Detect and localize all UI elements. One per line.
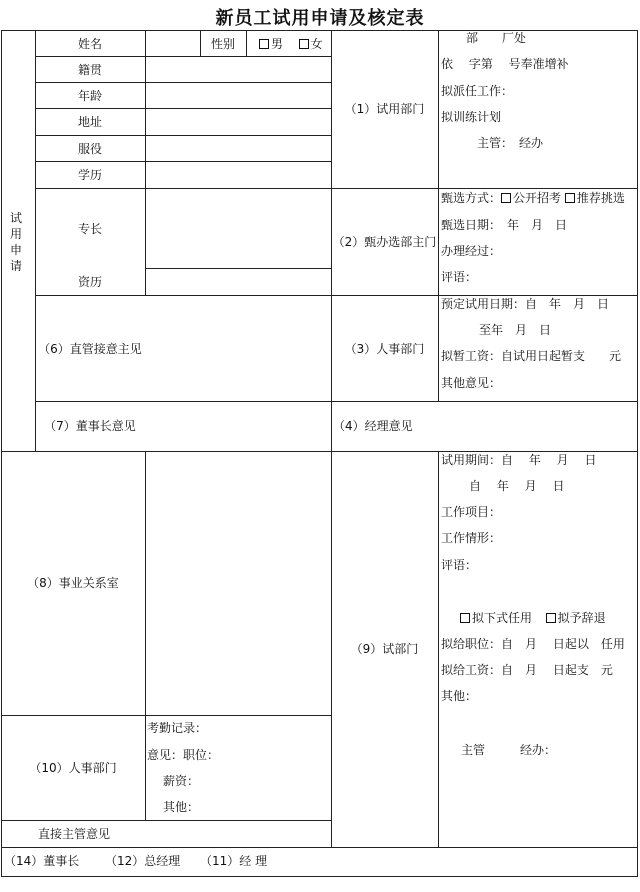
assign-work: 拟派任工作： <box>441 84 514 98</box>
decision-options <box>460 611 606 625</box>
chairman-opinion-label: （7）董事长意见 <box>44 419 136 433</box>
specialty-label: 专长 <box>77 222 102 236</box>
gender-options[interactable] <box>259 37 323 51</box>
name-label: 姓名 <box>77 37 102 51</box>
footer-gm: （12）总经理 <box>105 854 181 868</box>
female-checkbox[interactable] <box>299 39 309 49</box>
salary-label: 薪资： <box>163 774 200 788</box>
supervisor-label: 主管 <box>461 743 486 757</box>
work-status: 工作情形： <box>441 531 502 545</box>
male-checkbox[interactable] <box>259 39 269 49</box>
formal-hire-checkbox[interactable] <box>460 613 470 623</box>
experience-label: 资历 <box>77 275 102 289</box>
dismiss-checkbox[interactable] <box>546 613 556 623</box>
military-label: 服役 <box>77 142 102 156</box>
hr-dept-10-label: （10）人事部门 <box>29 761 117 775</box>
selection-dept-label: （2）甄办选部主门 <box>332 235 437 249</box>
open-recruit-label: 公开招考 <box>513 191 562 205</box>
trial-dept-label: （1）试用部门 <box>344 102 425 116</box>
trial-application-side-label: 试 用 申 请 <box>9 211 22 273</box>
dismiss-label: 拟予辞退 <box>557 611 606 625</box>
proposed-salary: 拟给工资：自 月 日起支 元 <box>441 663 613 677</box>
handler-label: 经办： <box>520 743 557 757</box>
proposed-position: 拟给职位：自 月 日起以 任用 <box>441 637 625 651</box>
female-label: 女 <box>310 37 323 51</box>
comment-1: 评语： <box>441 270 478 284</box>
address-label: 地址 <box>77 115 102 129</box>
comment-2: 评语： <box>441 558 478 572</box>
planned-end: 至年 月 日 <box>479 323 552 337</box>
trial-period: 试用期间：自 年 月 日 <box>441 453 597 467</box>
dept-line: 部 厂处 <box>466 31 527 45</box>
planned-salary: 拟暂工资：自试用日起暂支 元 <box>441 349 622 363</box>
gender-label: 性别 <box>210 37 235 51</box>
manager-opinion-label: （4）经理意见 <box>333 419 413 433</box>
selection-date: 甄选日期： 年 月 日 <box>441 218 568 232</box>
trial-dept-9-label: （9）试部门 <box>350 642 419 656</box>
ref-line: 依 字第 号奉准增补 <box>441 57 569 71</box>
recommend-label: 推荐挑选 <box>576 191 625 205</box>
selection-method <box>441 191 625 205</box>
education-label: 学历 <box>77 168 102 182</box>
recommend-checkbox[interactable] <box>565 193 575 203</box>
form-title: 新员工试用申请及核定表 <box>215 8 425 29</box>
native-place-label: 籍贯 <box>77 63 102 77</box>
other-2: 其他： <box>441 689 478 703</box>
direct-supervisor-label: （6）直管接意主见 <box>38 342 142 356</box>
selection-method-label: 甄选方式： <box>441 191 502 205</box>
planned-start: 预定试用日期：自 年 月 日 <box>441 297 610 311</box>
work-items: 工作项目： <box>441 505 502 519</box>
formal-hire-label: 拟下式任用 <box>472 611 533 625</box>
footer-manager: （11）经 理 <box>200 854 268 868</box>
supervisor-handler-1: 主管： 经办 <box>477 136 544 150</box>
opinion-position-label: 意见：职位： <box>147 748 220 762</box>
male-label: 男 <box>271 37 284 51</box>
direct-supervisor-opinion-label: 直接主管意见 <box>38 827 111 841</box>
open-recruit-checkbox[interactable] <box>501 193 511 203</box>
relations-office-label: （8）事业关系室 <box>27 576 119 590</box>
attendance-label: 考勤记录： <box>147 721 208 735</box>
trial-period-end: 自 年 月 日 <box>469 479 565 493</box>
handled-by: 办理经过： <box>441 244 502 258</box>
footer-chairman: （14）董事长 <box>4 854 80 868</box>
other-label: 其他： <box>163 800 200 814</box>
age-label: 年龄 <box>77 89 102 103</box>
train-plan: 拟训练计划 <box>441 110 502 124</box>
other-opinion: 其他意见： <box>441 376 502 390</box>
hr-dept-3-label: （3）人事部门 <box>344 342 425 356</box>
